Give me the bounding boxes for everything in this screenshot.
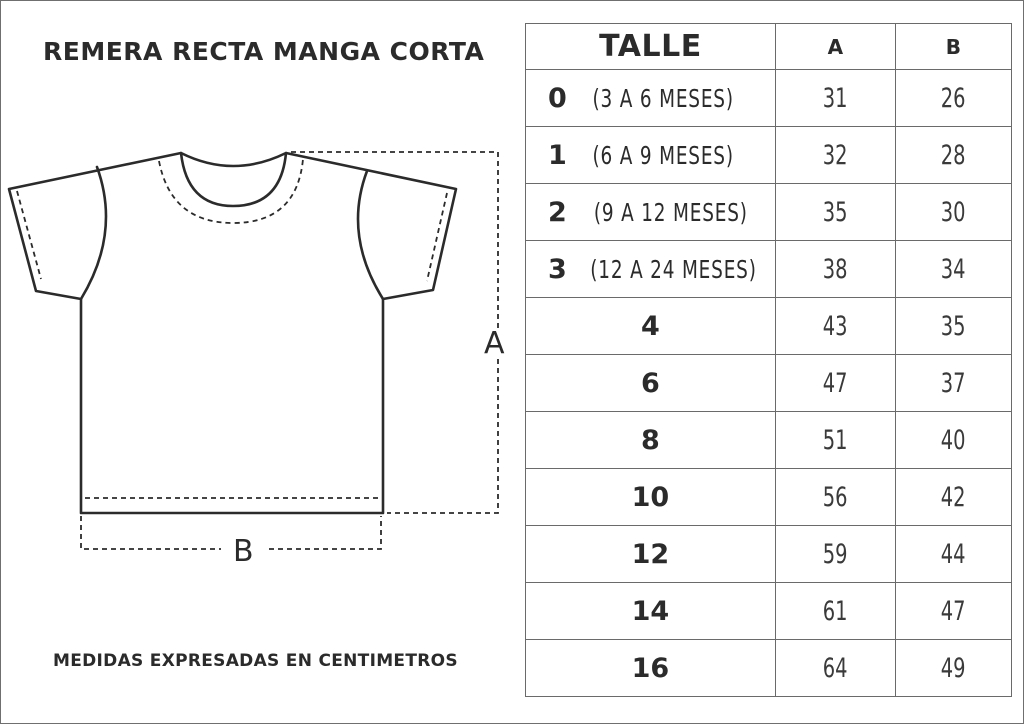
measure-b: 26	[895, 70, 1011, 127]
size-number: 2	[548, 196, 567, 228]
header-b: B	[895, 24, 1011, 70]
page-title: REMERA RECTA MANGA CORTA	[43, 37, 485, 66]
size-cell	[526, 184, 776, 241]
size-cell	[526, 526, 776, 583]
size-number: 16	[631, 652, 670, 684]
table-row	[526, 526, 1012, 583]
header-a: A	[775, 24, 895, 70]
collar-stitching	[159, 159, 303, 223]
table-row	[526, 184, 1012, 241]
measure-b: 40	[895, 412, 1011, 469]
measure-a: 64	[775, 640, 895, 697]
table-row	[526, 469, 1012, 526]
size-cell	[526, 412, 776, 469]
measure-b: 28	[895, 127, 1011, 184]
table-row	[526, 241, 1012, 298]
size-age-range: (9 A 12 MESES)	[593, 197, 748, 227]
table-row	[526, 412, 1012, 469]
units-note: MEDIDAS EXPRESADAS EN CENTIMETROS	[53, 651, 458, 671]
measure-a: 51	[775, 412, 895, 469]
measure-b: 47	[895, 583, 1011, 640]
size-number: 4	[641, 310, 660, 342]
size-number: 14	[631, 595, 670, 627]
right-sleeve-seam	[358, 171, 383, 299]
size-number: 3	[548, 253, 567, 285]
measure-b: 34	[895, 241, 1011, 298]
size-cell	[526, 127, 776, 184]
measure-a: 31	[775, 70, 895, 127]
measure-a: 56	[775, 469, 895, 526]
measure-a: 43	[775, 298, 895, 355]
measure-b: 49	[895, 640, 1011, 697]
size-number: 6	[641, 367, 660, 399]
size-table	[525, 23, 1012, 697]
measure-b: 42	[895, 469, 1011, 526]
size-cell	[526, 298, 776, 355]
measure-b: 37	[895, 355, 1011, 412]
size-cell	[526, 469, 776, 526]
table-row	[526, 127, 1012, 184]
left-sleeve-seam	[81, 167, 106, 299]
size-number: 12	[631, 538, 670, 570]
size-cell	[526, 241, 776, 298]
table-header-row	[526, 24, 1012, 70]
size-number: 0	[548, 82, 567, 114]
measure-b: 30	[895, 184, 1011, 241]
measure-a: 59	[775, 526, 895, 583]
table-row	[526, 298, 1012, 355]
size-cell	[526, 640, 776, 697]
size-age-range: (3 A 6 MESES)	[592, 83, 734, 113]
measure-a: 61	[775, 583, 895, 640]
table-row	[526, 70, 1012, 127]
table-row	[526, 355, 1012, 412]
measure-a: 47	[775, 355, 895, 412]
measure-b: 35	[895, 298, 1011, 355]
size-age-range: (6 A 9 MESES)	[592, 140, 734, 170]
size-cell	[526, 583, 776, 640]
size-number: 10	[631, 481, 670, 513]
tshirt-diagram	[1, 1, 521, 601]
table-row	[526, 583, 1012, 640]
measure-a: 35	[775, 184, 895, 241]
table-row	[526, 640, 1012, 697]
measure-a: 38	[775, 241, 895, 298]
measure-a: 32	[775, 127, 895, 184]
header-size: TALLE	[526, 24, 776, 70]
dimension-b-label: B	[229, 537, 258, 567]
size-number: 1	[548, 139, 567, 171]
size-number: 8	[641, 424, 660, 456]
dimension-a-label: A	[484, 326, 505, 361]
measure-b: 44	[895, 526, 1011, 583]
size-cell	[526, 70, 776, 127]
size-age-range: (12 A 24 MESES)	[590, 254, 757, 284]
dimension-a-line	[291, 152, 498, 513]
size-cell	[526, 355, 776, 412]
